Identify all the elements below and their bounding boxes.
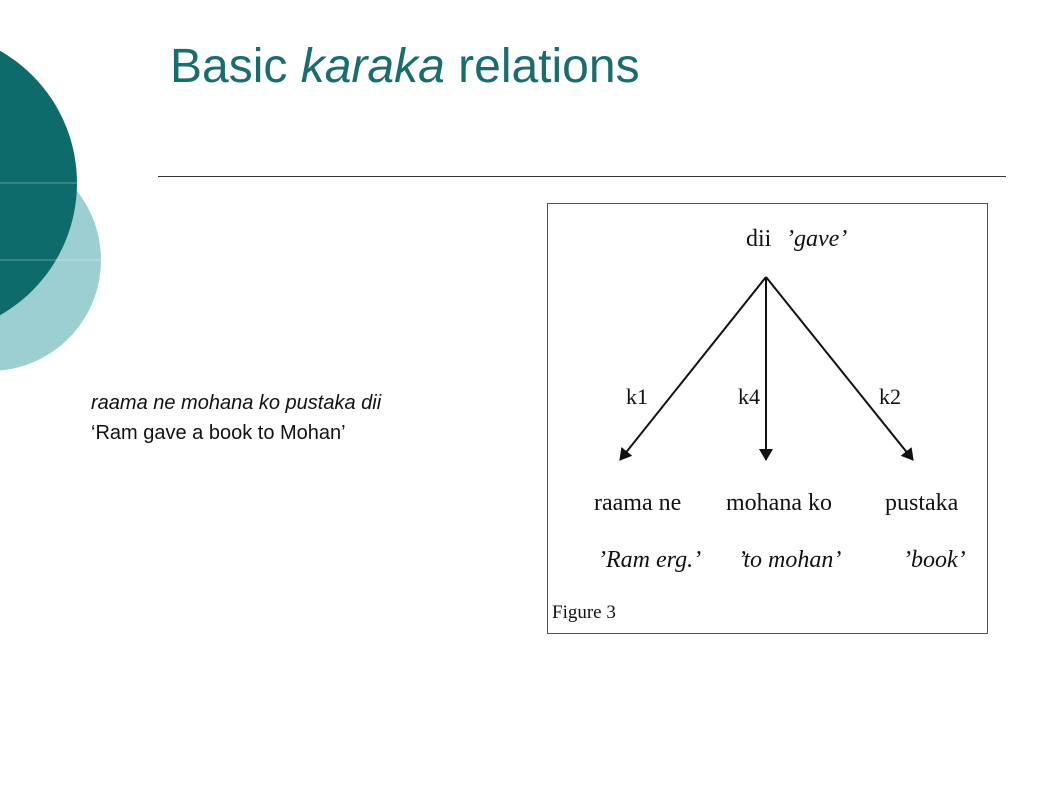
decorative-circles (0, 0, 110, 430)
child-word-k2: pustaka (885, 490, 959, 516)
child-gloss-k2: ’book’ (903, 547, 966, 573)
arrow-k2 (766, 277, 913, 460)
root-word: dii (746, 226, 772, 252)
root-gloss: ’gave’ (786, 226, 848, 252)
example-sentence (91, 388, 381, 448)
child-gloss-k1: ’Ram erg.’ (598, 547, 702, 573)
child-word-k4: mohana ko (726, 490, 832, 516)
example-translation: ‘Ram gave a book to Mohan’ (91, 422, 346, 444)
slide-title (170, 38, 640, 96)
relation-label-k4: k4 (738, 384, 760, 409)
title-suffix: relations (444, 40, 640, 93)
title-divider (158, 176, 1006, 177)
child-word-k1: raama ne (594, 490, 682, 516)
title-prefix: Basic (170, 40, 301, 93)
relation-label-k1: k1 (626, 384, 648, 409)
example-transliteration: raama ne mohana ko pustaka dii (91, 392, 382, 414)
relation-label-k2: k2 (879, 384, 901, 409)
title-italic-term: karaka (300, 40, 445, 93)
karaka-dependency-figure (547, 203, 988, 634)
child-gloss-k4: ’to mohan’ (738, 547, 842, 573)
arrow-k1 (620, 277, 766, 460)
figure-caption: Figure 3 (552, 602, 616, 623)
